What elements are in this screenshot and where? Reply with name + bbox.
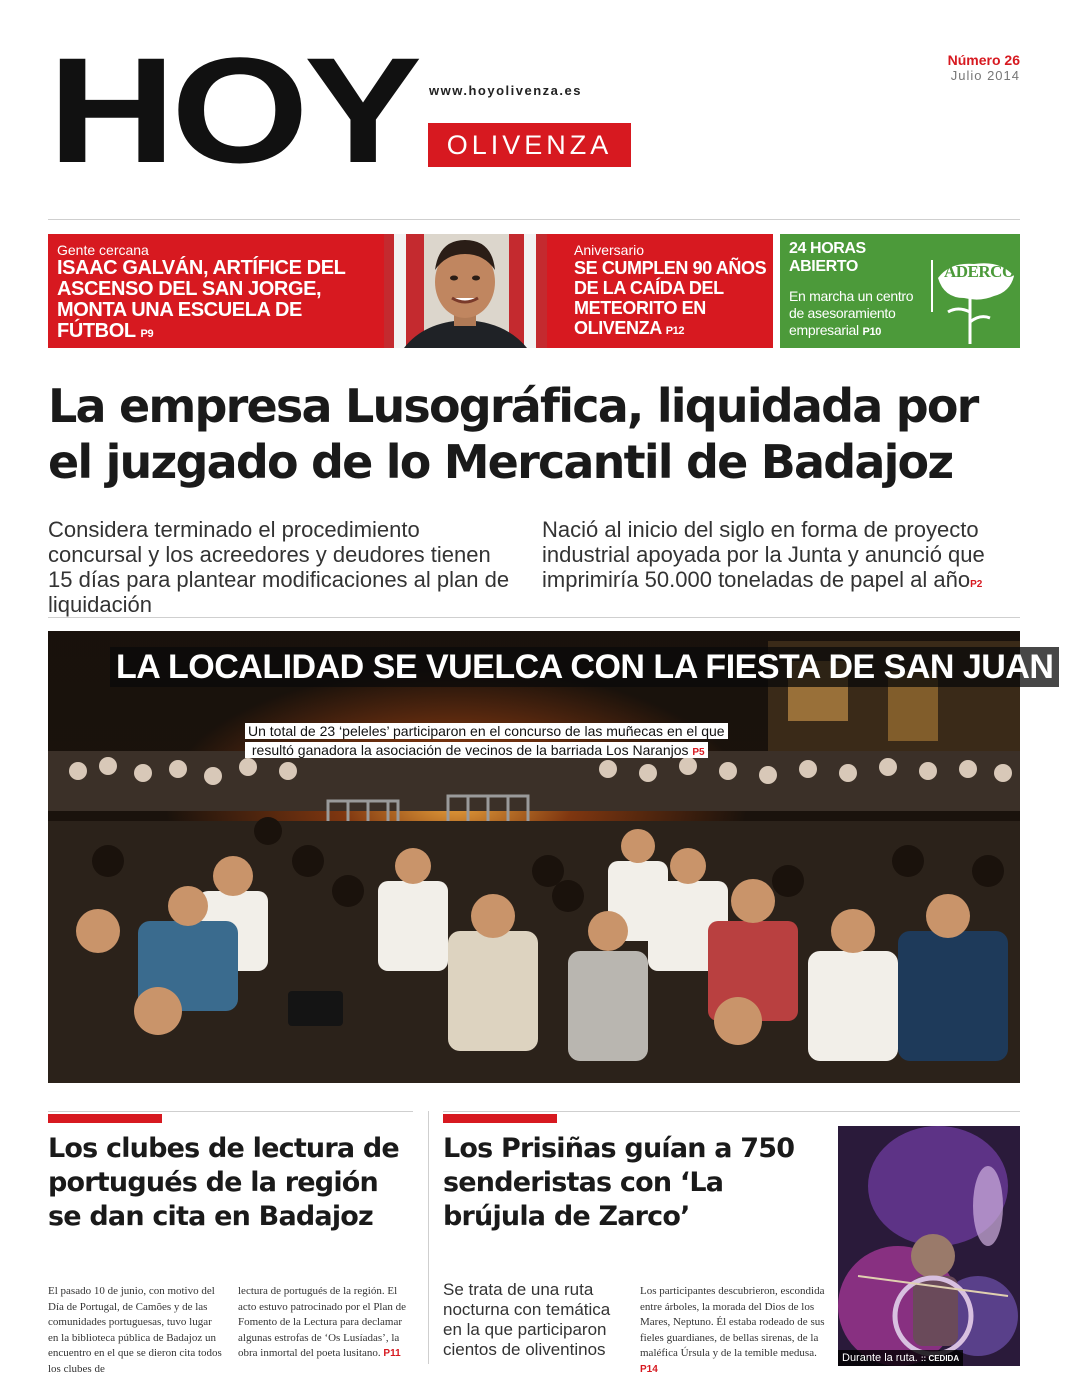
teaser-text: En marcha un centro de asesoramiento empresarial P10 [789, 288, 914, 338]
lead-deck-left: Considera terminado el procedimiento concursal y los acreedores y deudores tienen 15 días para plantear modificaciones al plan de liquidación [48, 517, 510, 617]
teaser-kicker: Gente cercana [57, 242, 149, 258]
top-divider [48, 219, 1020, 220]
teaser-headline: ISAAC GALVÁN, ARTÍFICE DEL ASCENSO DEL SAN JORGE, MONTA UNA ESCUELA DE FÚTBOL P9 [57, 257, 346, 342]
page-reference: P12 [665, 325, 685, 337]
newspaper-logo: HOY [48, 26, 418, 194]
teaser-meteorito[interactable] [547, 234, 773, 348]
issue-number: Número 26 [947, 52, 1020, 68]
story-headline-prisinas[interactable]: Los Prisiñas guían a 750 senderistas con ‘La brújula de Zarco’ [443, 1133, 795, 1232]
photo-story-title[interactable]: LA LOCALIDAD SE VUELCA CON LA FIESTA DE SAN JUAN [110, 647, 1059, 687]
aderco-logo: ADERCO [930, 252, 1018, 344]
photo-caption: Durante la ruta. :: CEDIDA [838, 1350, 963, 1366]
issue-date: Julio 2014 [950, 68, 1020, 83]
story-body-col2: lectura de portugués de la región. El acto estuvo patrocinado por el Plan de Fomento de la Lectura para declamar algunas estrofas de ‘Os Lusíadas’, la obra inmortal del poeta lusitano. P11 [238, 1285, 407, 1359]
story-divider [48, 1111, 413, 1112]
lead-headline[interactable]: La empresa Lusográfica, liquidada por el juzgado de lo Mercantil de Badajoz [48, 379, 978, 489]
issue-info [948, 52, 1020, 83]
page-reference: P2 [970, 579, 983, 590]
website-url[interactable]: www.hoyolivenza.es [429, 83, 582, 98]
teaser-kicker: Aniversario [574, 242, 645, 258]
teaser-headline: SE CUMPLEN 90 AÑOS DE LA CAÍDA DEL METEORITO EN OLIVENZA P12 [574, 258, 767, 338]
page-reference: P14 [640, 1363, 658, 1375]
teaser-galvan[interactable] [48, 234, 384, 348]
fiesta-photo[interactable] [48, 631, 1020, 1083]
edition-label: OLIVENZA [428, 123, 631, 167]
story-marker [48, 1114, 162, 1123]
section-divider [48, 617, 1020, 618]
column-divider [428, 1111, 429, 1364]
story-divider [443, 1111, 1020, 1112]
teaser-aderco[interactable] [780, 234, 1020, 348]
portrait-photo [384, 234, 547, 348]
story-marker [443, 1114, 557, 1123]
story-body: Los participantes descubrieron, escondida entre árboles, la morada del Dios de los Mares, Neptuno. Él estaba rodeado de sus fieles guardianes, de bellas sirenas, de la maléfica Úrsula y de la temible medusa. P14 [640, 1285, 825, 1375]
lead-deck-right: Nació al inicio del siglo en forma de proyecto industrial apoyada por la Junta y anunció que imprimiría 50.000 toneladas de papel al añoP2 [542, 517, 985, 592]
teaser-kicker: 24 HORAS ABIERTO [789, 240, 866, 275]
page-reference: P5 [692, 747, 705, 758]
photo-caption: Un total de 23 ‘peleles’ participaron en el concurso de las muñecas en el que resultó ganadora la asociación de vecinos de la barriada Los Naranjos P5 [245, 722, 770, 762]
story-summary: Se trata de una ruta nocturna con temática en la que participaron cientos de oliventinos [443, 1280, 611, 1359]
page-reference: P10 [862, 326, 882, 338]
ruta-photo[interactable] [838, 1126, 1020, 1366]
photo-credit: :: CEDIDA [920, 1354, 960, 1363]
page-reference: P11 [383, 1348, 401, 1359]
story-headline-clubes[interactable]: Los clubes de lectura de portugués de la región se dan cita en Badajoz [48, 1133, 399, 1232]
page-reference: P9 [140, 328, 154, 340]
story-body-col1: El pasado 10 de junio, con motivo del Día de Portugal, de Camões y de las comunidades portuguesas, tuvo lugar en la biblioteca pública de Badajoz un encuentro en el que se dieron cita todos los clubes de [48, 1285, 222, 1375]
